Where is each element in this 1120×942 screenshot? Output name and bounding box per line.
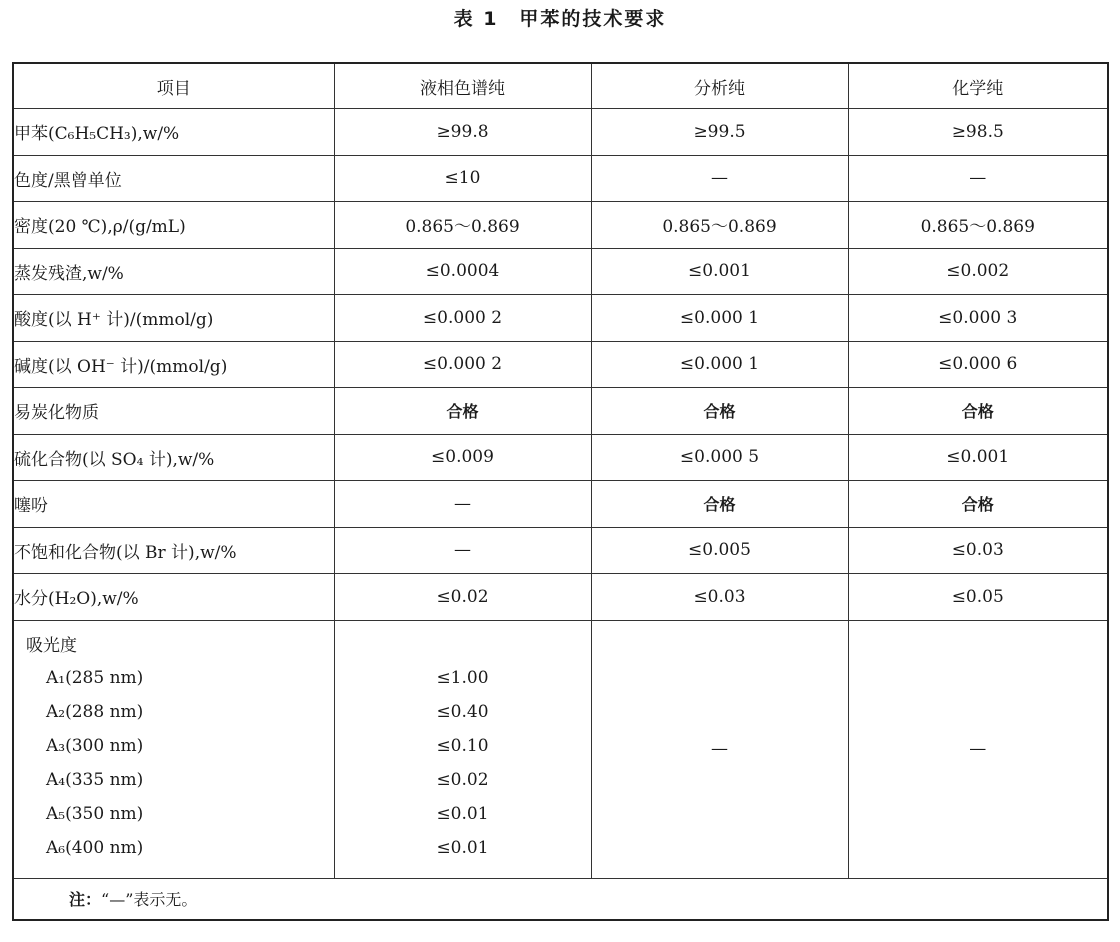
value-lc: — [334, 527, 591, 574]
table-row [13, 527, 1108, 574]
value-ar: 合格 [591, 481, 848, 528]
value-cp: ≤0.000 6 [848, 341, 1108, 388]
absorbance-row [13, 620, 1108, 878]
value-ar: — [591, 155, 848, 202]
row-item: 不饱和化合物(以 Br 计),w/% [13, 527, 334, 574]
value-lc: ≤10 [334, 155, 591, 202]
value-ar: 0.865～0.869 [591, 202, 848, 249]
absorbance-value: ≤1.00 [436, 667, 489, 688]
value-ar: ≥99.5 [591, 109, 848, 156]
value-ar: ≤0.000 5 [591, 434, 848, 481]
absorbance-line: A₄(335 nm) [46, 769, 144, 790]
absorbance-line: A₆(400 nm) [46, 837, 144, 858]
table-row [13, 248, 1108, 295]
table-row [13, 155, 1108, 202]
value-lc: ≤0.0004 [334, 248, 591, 295]
header-item: 项目 [13, 63, 334, 109]
row-item: 碱度(以 OH⁻ 计)/(mmol/g) [13, 341, 334, 388]
table-row [13, 434, 1108, 481]
table-row [13, 202, 1108, 249]
value-ar: 合格 [591, 388, 848, 435]
value-cp: ≤0.05 [848, 574, 1108, 621]
absorbance-value: ≤0.01 [436, 803, 489, 824]
spec-table [12, 62, 1109, 921]
value-ar: ≤0.005 [591, 527, 848, 574]
value-lc: ≤0.000 2 [334, 341, 591, 388]
absorbance-value: ≤0.40 [436, 701, 489, 722]
value-cp: ≤0.001 [848, 434, 1108, 481]
row-item: 硫化合物(以 SO₄ 计),w/% [13, 434, 334, 481]
table-caption: 表 1 甲苯的技术要求 [453, 8, 667, 30]
value-lc: ≥99.8 [334, 109, 591, 156]
value-cp: ≤0.002 [848, 248, 1108, 295]
value-lc: 合格 [334, 388, 591, 435]
table-note [13, 878, 1108, 920]
header-ar-grade: 分析纯 [591, 63, 848, 109]
table-row [13, 574, 1108, 621]
value-ar: ≤0.000 1 [591, 341, 848, 388]
value-cp: ≤0.000 3 [848, 295, 1108, 342]
value-lc: — [334, 481, 591, 528]
table-row [13, 295, 1108, 342]
absorbance-line: A₁(285 nm) [46, 667, 144, 688]
absorbance-value-ar: — [591, 620, 848, 878]
absorbance-value-cp: — [848, 620, 1108, 878]
value-lc: ≤0.009 [334, 434, 591, 481]
row-item: 水分(H₂O),w/% [13, 574, 334, 621]
absorbance-line: A₅(350 nm) [46, 803, 144, 824]
row-item: 密度(20 ℃),ρ/(g/mL) [13, 202, 334, 249]
absorbance-items [13, 620, 334, 878]
header-lc-grade: 液相色谱纯 [334, 63, 591, 109]
absorbance-title: 吸光度 [26, 635, 77, 656]
row-item: 色度/黑曾单位 [13, 155, 334, 202]
header-cp-grade: 化学纯 [848, 63, 1108, 109]
value-cp: 合格 [848, 388, 1108, 435]
header-row [13, 63, 1108, 109]
absorbance-line: A₂(288 nm) [46, 701, 144, 722]
absorbance-line: A₃(300 nm) [46, 735, 144, 756]
row-item: 酸度(以 H⁺ 计)/(mmol/g) [13, 295, 334, 342]
table-row [13, 481, 1108, 528]
absorbance-value: ≤0.01 [436, 837, 489, 858]
value-cp: ≤0.03 [848, 527, 1108, 574]
value-cp: — [848, 155, 1108, 202]
value-cp: 合格 [848, 481, 1108, 528]
table-row [13, 109, 1108, 156]
value-ar: ≤0.001 [591, 248, 848, 295]
value-cp: 0.865～0.869 [848, 202, 1108, 249]
note-label: 注： [69, 890, 102, 909]
row-item: 易炭化物质 [13, 388, 334, 435]
note-text: “—”表示无。 [101, 890, 198, 909]
value-ar: ≤0.000 1 [591, 295, 848, 342]
table-row [13, 388, 1108, 435]
note-row [13, 878, 1108, 920]
absorbance-values-lc [334, 620, 591, 878]
value-ar: ≤0.03 [591, 574, 848, 621]
value-lc: ≤0.000 2 [334, 295, 591, 342]
row-item: 甲苯(C₆H₅CH₃),w/% [13, 109, 334, 156]
absorbance-value: ≤0.10 [436, 735, 489, 756]
value-lc: 0.865～0.869 [334, 202, 591, 249]
value-cp: ≥98.5 [848, 109, 1108, 156]
value-lc: ≤0.02 [334, 574, 591, 621]
row-item: 噻吩 [13, 481, 334, 528]
absorbance-value: ≤0.02 [436, 769, 489, 790]
table-row [13, 341, 1108, 388]
row-item: 蒸发残渣,w/% [13, 248, 334, 295]
